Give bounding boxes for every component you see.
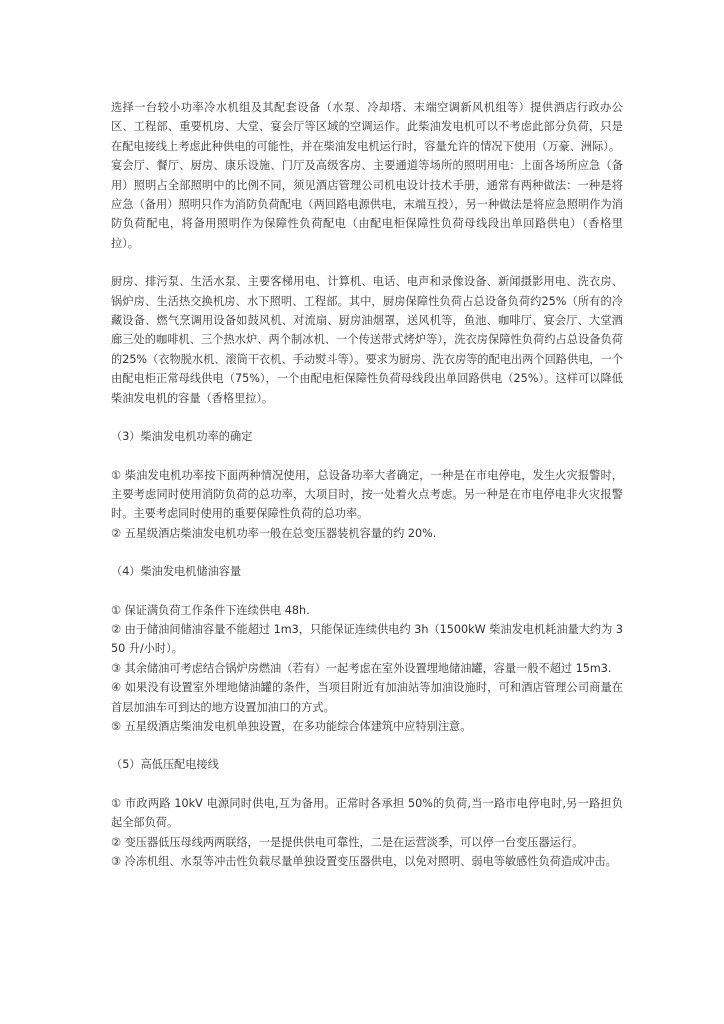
paragraph-chiller-load: 选择一台较小功率冷水机组及其配套设备（水泵、冷却塔、末端空调新风机组等）提供酒店行政办公区、工程部、重要机房、大堂、宴会厅等区域的空调运作。此柴油发电机可以不考虑此部分负荷，只是在配电接线上考虑此种供电的可能性，并在柴油发电机运行时，容量允许的情况下使用（万豪、洲际）。 [111, 101, 623, 153]
section-5-heading: （5）高低压配电接线 [111, 758, 219, 772]
section-4-item-1: ① 保证满负荷工作条件下连续供电 48h. [111, 603, 310, 617]
section-4-heading: （4）柴油发电机储油容量 [111, 565, 242, 579]
section-5-item-2: ② 变压器低压母线两两联络，一是提供供电可靠性，二是在运营淡季，可以停一台变压器运行。 [111, 835, 584, 849]
section-4-item-3: ③ 其余储油可考虑结合锅炉房燃油（若有）一起考虑在室外设置埋地储油罐，容量一般不超过 15m3. [111, 661, 612, 675]
section-3-item-1: ① 柴油发电机功率按下面两种情况使用，总设备功率大者确定，一种是在市电停电，发生火灾报警时，主要考虑同时使用消防负荷的总功率，大项目时，按一处着火点考虑。另一种是在市电停电非火灾报警时。主要考虑同时使用的重要保障性负荷的总功率。 [111, 468, 623, 521]
section-3-item-2: ② 五星级酒店柴油发电机功率一般在总变压器装机容量的约 20%. [111, 526, 437, 540]
section-4-item-2: ② 由于储油间储油容量不能超过 1m3，只能保证连续供电约 3h（1500kW 柴油发电机耗油量大约为 350 升/小时）。 [111, 622, 623, 656]
paragraph-kitchen-laundry-load: 厨房、排污泵、生活水泵、主要客梯用电、计算机、电话、电声和录像设备、新闻摄影用电、洗衣房、锅炉房、生活热交换机房、水下照明、工程部。其中，厨房保障性负荷占总设备负荷约25%（所有的冷藏设备、燃气烹调用设备如鼓风机、对流扇、厨房油烟罩，送风机等，鱼池、咖啡厅、宴会厅、大堂酒廊三处的咖啡机、三个热水炉、两个制冰机、一个传送带式烤炉等），洗衣房保障性负荷约占总设备负荷的25%（衣物脱水机、滚筒干衣机、手动熨斗等）。要求为厨房、洗衣房等的配电出两个回路供电，一个由配电柜正常母线供电（75%），一个由配电柜保障性负荷母线段出单回路供电（25%）。这样可以降低柴油发电机的容量（香格里拉）。 [111, 275, 623, 405]
section-5-item-1: ① 市政两路 10kV 电源同时供电,互为备用。正常时各承担 50%的负荷,当一路市电停电时,另一路担负起全部负荷。 [111, 796, 623, 830]
section-3-heading: （3）柴油发电机功率的确定 [111, 430, 253, 444]
section-4-item-5: ⑤ 五星级酒店柴油发电机单独设置，在多功能综合体建筑中应特别注意。 [111, 719, 472, 733]
section-4-item-4: ④ 如果没有设置室外埋地储油罐的条件，当项目附近有加油站等加油设施时，可和酒店管理公司商量在首层加油车可到达的地方设置加油口的方式。 [111, 681, 623, 714]
paragraph-lighting-load: 宴会厅、餐厅、厨房、康乐设施、门厅及高级客房、主要通道等场所的照明用电：上面各场所应急（备用）照明占全部照明中的比例不同，须见酒店管理公司机电设计技术手册，通常有两种做法：一种是将应急（备用）照明只作为消防负荷配电（两回路电源供电，末端互投），另一种做法是将应急照明作为消防负荷配电，将备用照明作为保障性负荷配电（由配电柜保障性负荷母线段出单回路供电）（香格里拉）。 [111, 159, 623, 250]
section-5-item-3: ③ 冷冻机组、水泵等冲击性负载尽量单独设置变压器供电，以免对照明、弱电等敏感性负荷造成冲击。 [111, 855, 617, 868]
document-body [111, 98, 623, 871]
